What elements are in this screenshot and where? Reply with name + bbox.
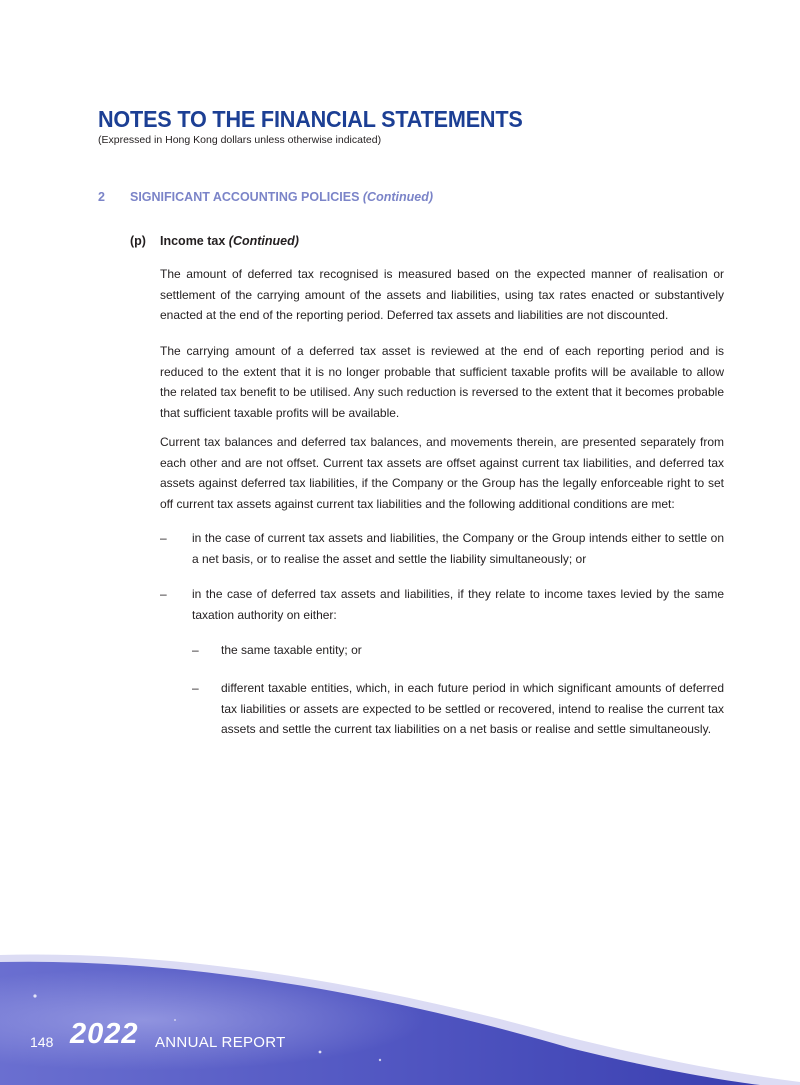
- page-title: NOTES TO THE FINANCIAL STATEMENTS: [98, 106, 523, 132]
- section-heading: [130, 190, 433, 204]
- footer-wave-graphic: [0, 940, 800, 1085]
- report-label: ANNUAL REPORT: [155, 1034, 286, 1051]
- page-number: 148: [30, 1034, 54, 1050]
- paragraph: The amount of deferred tax recognised is measured based on the expected manner of realisation or settlement of the carrying amount of the assets and liabilities, using tax rates enacted or substantively enacted at the end of the reporting period. Deferred tax assets and liabilities are not discounted.: [160, 267, 724, 322]
- section-number: 2: [98, 190, 105, 204]
- section-title: SIGNIFICANT ACCOUNTING POLICIES: [130, 190, 360, 204]
- subsection-continued: (Continued): [228, 234, 299, 248]
- paragraph: Current tax balances and deferred tax balances, and movements therein, are presented separately from each other and are not offset. Current tax assets are offset against current tax liabilities, and deferred tax assets against deferred tax liabilities, if the Company or the Group has the legally enforceable right to set off current tax assets against current tax liabilities and the following additional conditions are met:: [160, 435, 724, 511]
- sub-bullet-dash: –: [192, 681, 199, 695]
- subsection-number: (p): [130, 234, 146, 248]
- sub-bullet-dash: –: [192, 643, 199, 657]
- section-continued: (Continued): [362, 190, 434, 204]
- subsection-title: Income tax: [160, 234, 226, 248]
- report-year: 2022: [70, 1018, 139, 1050]
- paragraph: The carrying amount of a deferred tax asset is reviewed at the end of each reporting period and is reduced to the extent that it is no longer probable that sufficient taxable profits will be available to allow the related tax benefit to be utilised. Any such reduction is reversed to the extent that it becomes probable that sufficient taxable profits will be available.: [160, 344, 724, 420]
- subsection-heading: [160, 234, 299, 248]
- sub-list-item: the same taxable entity; or: [221, 643, 362, 657]
- bullet-dash: –: [160, 587, 167, 601]
- list-item: in the case of current tax assets and liabilities, the Company or the Group intends either to settle on a net basis, or to realise the asset and settle the liability simultaneously; or: [192, 531, 724, 566]
- bullet-dash: –: [160, 531, 167, 545]
- list-item: in the case of deferred tax assets and liabilities, if they relate to income taxes levied by the same taxation authority on either:: [192, 587, 724, 622]
- sub-list-item: different taxable entities, which, in each future period in which significant amounts of deferred tax liabilities or assets are expected to be settled or recovered, intend to realise the current tax assets and settle the current tax liabilities on a net basis or realise and settle simultaneously.: [221, 681, 724, 736]
- page-subtitle: (Expressed in Hong Kong dollars unless otherwise indicated): [98, 134, 382, 146]
